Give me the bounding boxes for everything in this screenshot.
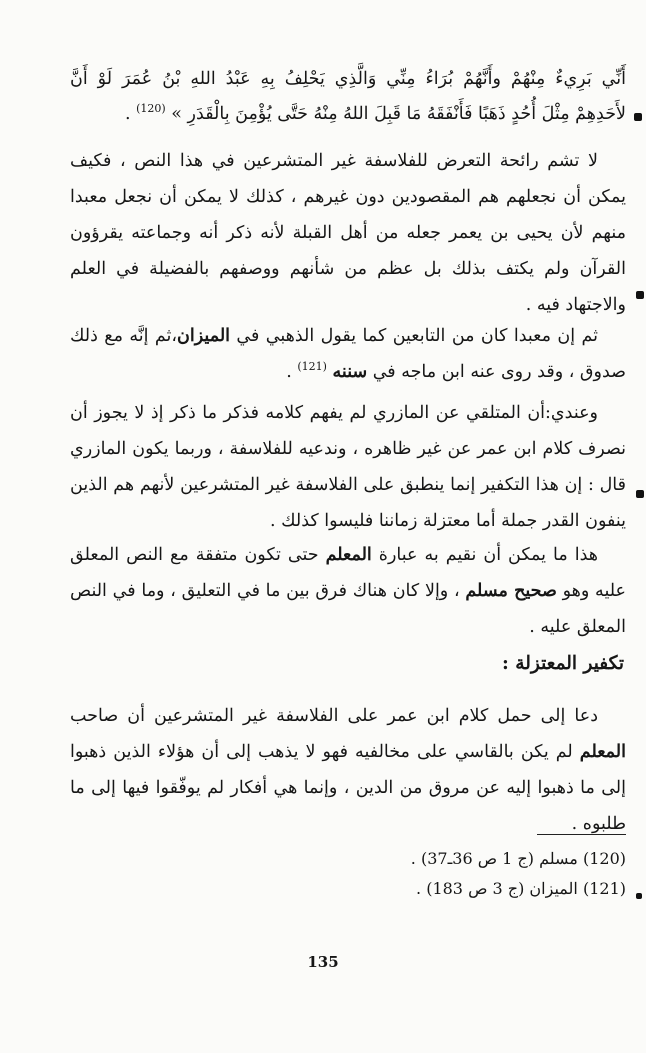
- paragraph-4: [70, 537, 626, 645]
- bold-muallim: المعلم: [325, 545, 372, 565]
- margin-mark: [636, 291, 644, 299]
- paragraph-4-text-a: هذا ما يمكن أن نقيم به عبارة: [378, 545, 598, 565]
- footnote-120: [270, 844, 626, 874]
- hadith-quote: [70, 62, 626, 132]
- page-number: 135: [307, 953, 339, 971]
- bold-sahih-muslim: صحيح مسلم: [465, 581, 557, 601]
- footnotes: [270, 844, 626, 904]
- quote-end: .: [124, 104, 131, 124]
- bold-sunan: سننه: [332, 362, 368, 382]
- footnote-ref-121: (121): [297, 360, 327, 374]
- footnote-number: (120): [582, 849, 626, 868]
- margin-mark: [636, 893, 642, 899]
- paragraph-1: لا تشم رائحة التعرض للفلاسفة غير المتشرعين في هذا النص ، فكيف يمكن أن نجعلهم هم المقصودين دون غيرهم ، كذلك لا يمكن أن نجعل معبدا منهم لأن يحيى بن يعمر جعله من أهل القبلة لأنه ذكر أنه وجماعته يقرؤون القرآن ولم يكتف بذلك بل عظم من شأنهم ووصفهم بالفضيلة في العلم والاجتهاد فيه .: [70, 151, 626, 315]
- quote-line-2-text: لأَحَدِهِمْ مِثْلَ أُحُدٍ ذَهَبًا فَأَنْفَقَهُ مَا قَبِلَ اللهُ مِنْهُ حَتَّى يُؤْمِنَ بِالْقَدَرِ »: [171, 104, 626, 124]
- footnote-separator: [537, 834, 626, 835]
- footnote-ref-120: (120): [136, 102, 166, 116]
- paragraph-5: [70, 698, 626, 842]
- margin-mark: [636, 490, 644, 498]
- quote-line-2: [70, 97, 626, 132]
- footnote-text: مسلم (ج 1 ص 36ـ37) .: [410, 849, 578, 868]
- paragraph-4-text-b: حتى تكون متفقة مع النص المعلق عليه وهو: [70, 545, 626, 601]
- paragraph-2-text-a: ثم إن معبدا كان من التابعين كما يقول الذهبي في: [236, 326, 598, 346]
- paragraph-5-text-b: لم يكن بالقاسي على مخالفيه فهو لا يذهب إلى أن هؤلاء الذين ذهبوا إلى ما ذهبوا إليه عن مروق من الدين ، وإنما هي أفكار لم يوفّقوا فيها إلى ما طلبوه .: [70, 742, 626, 834]
- footnote-121: [270, 874, 626, 904]
- margin-mark: [634, 113, 642, 121]
- section-heading: تكفير المعتزلة :: [502, 653, 624, 674]
- bold-mizan: الميزان: [177, 326, 231, 346]
- paragraph-5-text-a: دعا إلى حمل كلام ابن عمر على الفلاسفة غير المتشرعين أن صاحب: [70, 706, 598, 726]
- bold-muallim-2: المعلم: [579, 742, 626, 762]
- paragraph-2-text-b: ،ثم إنَّه مع ذلك صدوق ، وقد روى عنه ابن ماجه في: [70, 326, 626, 382]
- paragraph-3: وعندي:أن المتلقي عن المازري لم يفهم كلامه فذكر ما ذكر إذ لا يجوز أن نصرف كلام ابن عمر عن غير ظاهره ، وندعيه للفلاسفة ، وربما يكون المازري قال : إن هذا التكفير إنما ينطبق على الفلاسفة غير المتشرعين لأنهم هم الذين ينفون القدر جملة أما معتزلة زماننا فليسوا كذلك .: [70, 403, 626, 531]
- paragraph-2-end: .: [286, 362, 292, 382]
- footnote-number: (121): [582, 879, 626, 898]
- paragraph-4-text-c: ، وإلا كان هناك فرق بين ما في التعليق ، وما في النص المعلق عليه .: [70, 581, 626, 637]
- paragraph-2: [70, 318, 626, 390]
- quote-line-1: أَنِّي بَرِيءٌ مِنْهُمْ وأَنَّهُمْ بُرَاءُ مِنِّي وَالَّذِي يَحْلِفُ بِهِ عَبْدُ اللهِ بْنُ عُمَرَ لَوْ أَنَّ: [70, 69, 626, 89]
- footnote-text: الميزان (ج 3 ص 183) .: [416, 879, 578, 898]
